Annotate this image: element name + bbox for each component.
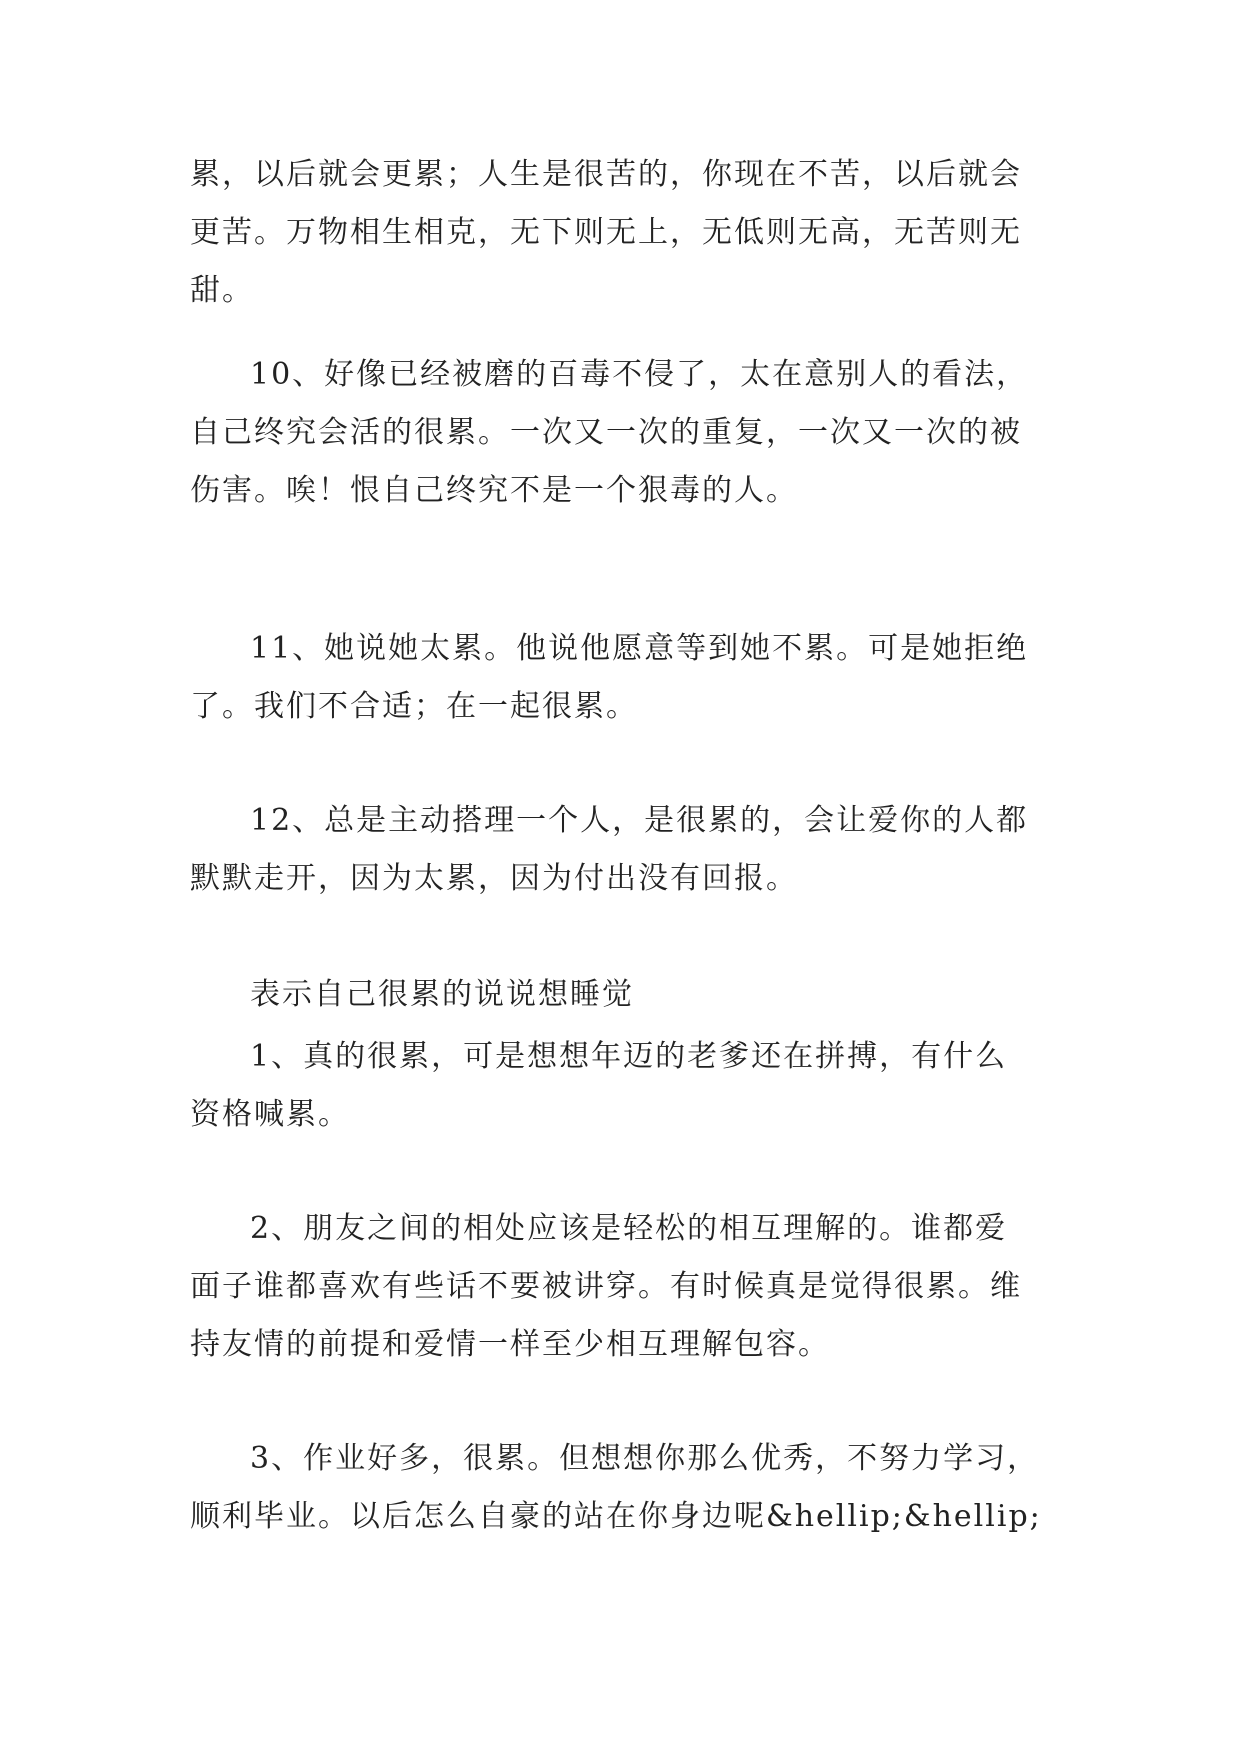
paragraph-continuation: [190, 146, 1050, 320]
paragraph-2: [190, 1200, 1050, 1374]
text-line: 3、作业好多，很累。但想想你那么优秀，不努力学习，: [250, 1441, 1040, 1476]
text-line: 伤害。唉！恨自己终究不是一个狠毒的人。: [190, 473, 798, 508]
text-line: 资格喊累。: [190, 1097, 350, 1132]
text-line: 2、朋友之间的相处应该是轻松的相互理解的。谁都爱: [250, 1211, 1008, 1246]
paragraph-11: [190, 620, 1050, 736]
section-heading: [190, 966, 1050, 1024]
paragraph-3: [190, 1430, 1050, 1546]
text-line: 累，以后就会更累；人生是很苦的，你现在不苦，以后就会: [190, 157, 1022, 192]
paragraph-12: [190, 792, 1050, 908]
text-line: 甜。: [190, 273, 254, 308]
section-title: 表示自己很累的说说想睡觉: [250, 977, 634, 1012]
text-line: 默默走开，因为太累，因为付出没有回报。: [190, 861, 798, 896]
text-line: 11、她说她太累。他说他愿意等到她不累。可是她拒绝: [250, 631, 1029, 666]
text-line: 持友情的前提和爱情一样至少相互理解包容。: [190, 1327, 830, 1362]
text-line: 更苦。万物相生相克，无下则无上，无低则无高，无苦则无: [190, 215, 1022, 250]
text-line: 顺利毕业。以后怎么自豪的站在你身边呢&hellip;&hellip;: [190, 1499, 1042, 1534]
text-line: 1、真的很累，可是想想年迈的老爹还在拼搏，有什么: [250, 1039, 1008, 1074]
text-line: 自己终究会活的很累。一次又一次的重复，一次又一次的被: [190, 415, 1022, 450]
paragraph-1: [190, 1028, 1050, 1144]
text-line: 了。我们不合适；在一起很累。: [190, 689, 638, 724]
text-line: 10、好像已经被磨的百毒不侵了，太在意别人的看法，: [250, 357, 1029, 392]
text-line: 面子谁都喜欢有些话不要被讲穿。有时候真是觉得很累。维: [190, 1269, 1022, 1304]
text-line: 12、总是主动搭理一个人，是很累的，会让爱你的人都: [250, 803, 1029, 838]
paragraph-10: [190, 346, 1050, 520]
